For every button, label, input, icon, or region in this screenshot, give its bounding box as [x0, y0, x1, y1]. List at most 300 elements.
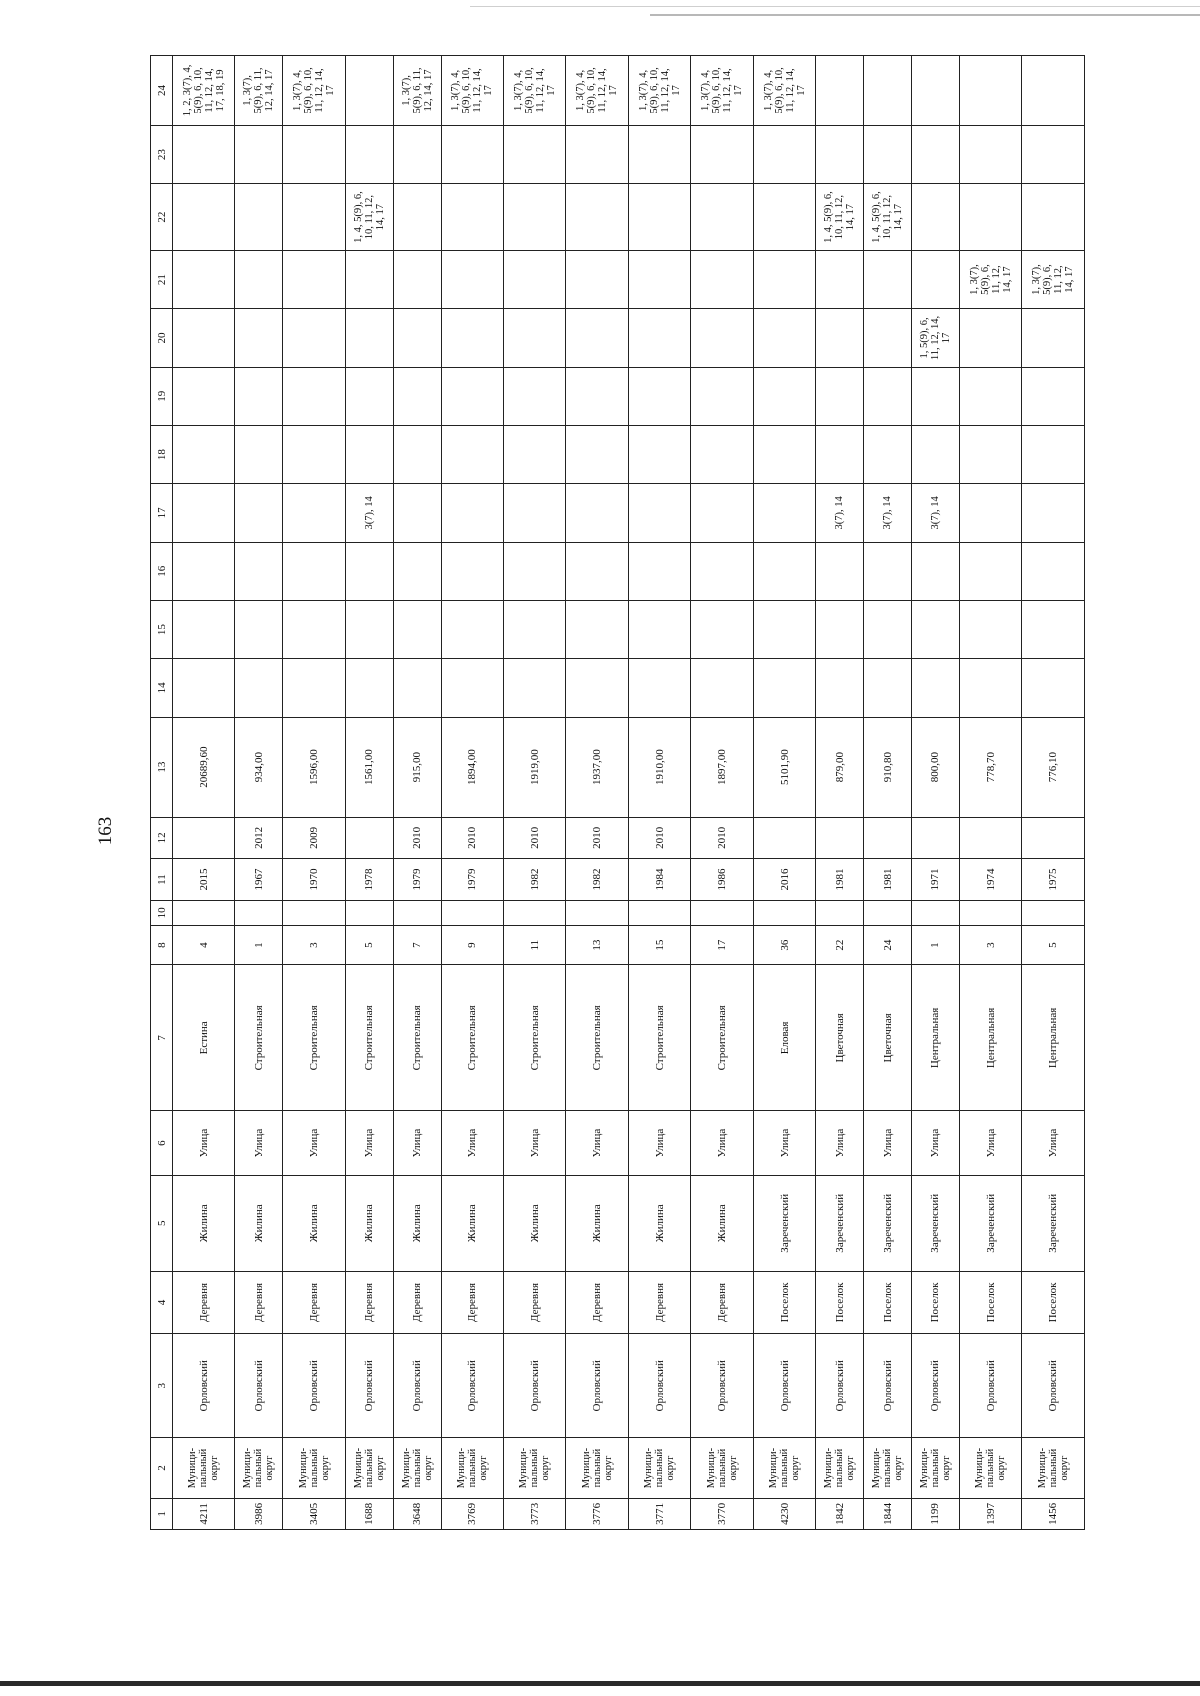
table-cell [503, 900, 565, 925]
table-cell [753, 367, 815, 425]
table-cell [345, 542, 393, 600]
table-cell: Муници- пальный округ [566, 1438, 628, 1498]
table-cell [283, 367, 345, 425]
table-cell [959, 184, 1021, 251]
table-cell: 1974 [959, 859, 1021, 901]
table-cell: Жилина [283, 1175, 345, 1271]
table-cell [1022, 125, 1085, 183]
table-cell: Еловая [753, 965, 815, 1111]
table-cell [959, 542, 1021, 600]
table-cell: Жилина [691, 1175, 753, 1271]
table-cell [816, 542, 864, 600]
table-cell [441, 600, 503, 658]
table-cell [441, 309, 503, 367]
table-cell: 1894,00 [441, 717, 503, 817]
table-row [235, 56, 283, 1530]
table-cell: 4211 [173, 1498, 235, 1529]
table-cell [173, 484, 235, 542]
table-cell [816, 817, 864, 859]
table-cell [1022, 56, 1085, 126]
table-cell [173, 250, 235, 308]
scan-edge-line [0, 1681, 1200, 1686]
table-cell [912, 250, 960, 308]
column-header: 14 [151, 659, 173, 717]
table-cell [753, 184, 815, 251]
table-row [566, 56, 628, 1530]
table-cell [912, 184, 960, 251]
column-header: 12 [151, 817, 173, 859]
table-cell [566, 542, 628, 600]
table-cell: Улица [503, 1111, 565, 1176]
table-cell: 1910,00 [628, 717, 690, 817]
table-cell: 1975 [1022, 859, 1085, 901]
table-cell: 1981 [816, 859, 864, 901]
table-cell [393, 425, 441, 483]
table-cell: Центральная [959, 965, 1021, 1111]
table-cell: 22 [816, 925, 864, 965]
table-cell: Улица [864, 1111, 912, 1176]
table-cell [441, 425, 503, 483]
table-cell [283, 184, 345, 251]
table-cell: Строительная [393, 965, 441, 1111]
column-header: 17 [151, 484, 173, 542]
table-cell: Орловский [816, 1334, 864, 1438]
table-cell: 1397 [959, 1498, 1021, 1529]
table-cell: 1, 4, 5(9), 6, 10, 11, 12, 14, 17 [816, 184, 864, 251]
table-cell [628, 900, 690, 925]
table-cell [345, 817, 393, 859]
table-cell [173, 600, 235, 658]
table-cell: 1984 [628, 859, 690, 901]
table-cell: Поселок [1022, 1271, 1085, 1334]
table-cell: 1 [235, 925, 283, 965]
table-cell: Орловский [345, 1334, 393, 1438]
table-cell: 1, 3(7), 5(9), 6, 11, 12, 14, 17 [1022, 250, 1085, 308]
table-cell [566, 425, 628, 483]
table-cell [912, 542, 960, 600]
table-cell: Муници- пальный округ [628, 1438, 690, 1498]
table-cell: 1982 [503, 859, 565, 901]
header-row [151, 56, 173, 1530]
table-cell [753, 600, 815, 658]
table-cell [1022, 900, 1085, 925]
table-cell: 1, 3(7), 5(9), 6, 11, 12, 14, 17 [959, 250, 1021, 308]
table-row [959, 56, 1021, 1530]
table-cell: Улица [628, 1111, 690, 1176]
table-cell: Улица [235, 1111, 283, 1176]
table-cell [816, 367, 864, 425]
table-cell: Муници- пальный округ [959, 1438, 1021, 1498]
table-cell [173, 817, 235, 859]
table-cell [503, 309, 565, 367]
table-cell [959, 425, 1021, 483]
table-cell: 2010 [628, 817, 690, 859]
table-cell: 800,00 [912, 717, 960, 817]
column-header: 16 [151, 542, 173, 600]
table-cell: 1979 [393, 859, 441, 901]
table-cell: Муници- пальный округ [235, 1438, 283, 1498]
table-cell: Зареченский [864, 1175, 912, 1271]
table-cell [912, 125, 960, 183]
table-cell: 3(7), 14 [864, 484, 912, 542]
table-cell [345, 600, 393, 658]
table-cell [912, 900, 960, 925]
table-cell [503, 425, 565, 483]
table-cell: Улица [1022, 1111, 1085, 1176]
table-cell: 11 [503, 925, 565, 965]
table-cell: Муници- пальный округ [1022, 1438, 1085, 1498]
column-header: 4 [151, 1271, 173, 1334]
table-cell [628, 184, 690, 251]
table-cell: Поселок [816, 1271, 864, 1334]
table-cell: Улица [441, 1111, 503, 1176]
table-cell: 5 [1022, 925, 1085, 965]
table-cell [816, 250, 864, 308]
column-header: 21 [151, 250, 173, 308]
table-cell [441, 484, 503, 542]
table-cell [235, 309, 283, 367]
table-cell: Орловский [235, 1334, 283, 1438]
column-header: 20 [151, 309, 173, 367]
table-cell: 2010 [393, 817, 441, 859]
table-cell: 1844 [864, 1498, 912, 1529]
table-cell: 1919,00 [503, 717, 565, 817]
table-cell: 2010 [566, 817, 628, 859]
table-cell: Строительная [691, 965, 753, 1111]
table-cell: 3(7), 14 [345, 484, 393, 542]
housing-register-table [150, 55, 1085, 1530]
table-cell [345, 900, 393, 925]
table-cell: Жилина [628, 1175, 690, 1271]
table-cell [753, 900, 815, 925]
table-cell [566, 484, 628, 542]
table-cell [503, 184, 565, 251]
table-cell [912, 659, 960, 717]
table-cell [503, 659, 565, 717]
table-cell: Деревня [566, 1271, 628, 1334]
table-cell [959, 659, 1021, 717]
table-cell [566, 659, 628, 717]
table-cell [864, 817, 912, 859]
table-cell [235, 250, 283, 308]
table-cell: 2010 [441, 817, 503, 859]
table-cell [864, 56, 912, 126]
table-cell: Улица [753, 1111, 815, 1176]
table-row [441, 56, 503, 1530]
table-cell [691, 484, 753, 542]
table-cell: 3(7), 14 [816, 484, 864, 542]
table-cell [816, 659, 864, 717]
table-cell [628, 125, 690, 183]
table-cell [959, 484, 1021, 542]
table-cell [235, 484, 283, 542]
table-cell: Улица [345, 1111, 393, 1176]
table-cell [441, 900, 503, 925]
table-cell [173, 367, 235, 425]
table-cell [691, 367, 753, 425]
table-cell: 1, 5(9), 6, 11, 12, 14, 17 [912, 309, 960, 367]
table-cell [691, 542, 753, 600]
table-cell: 3986 [235, 1498, 283, 1529]
page-number: 163 [95, 816, 116, 846]
table-cell: Цветочная [864, 965, 912, 1111]
table-cell: 1, 4, 5(9), 6, 10, 11, 12, 14, 17 [864, 184, 912, 251]
table-cell [503, 250, 565, 308]
table-cell: Деревня [345, 1271, 393, 1334]
table-cell [628, 659, 690, 717]
table-cell: 1897,00 [691, 717, 753, 817]
table-cell [912, 56, 960, 126]
table-cell: Муници- пальный округ [691, 1438, 753, 1498]
table-cell [173, 542, 235, 600]
table-cell: 915,00 [393, 717, 441, 817]
table-cell: Муници- пальный округ [503, 1438, 565, 1498]
table-cell [912, 425, 960, 483]
column-header: 5 [151, 1175, 173, 1271]
table-cell: Поселок [959, 1271, 1021, 1334]
table-cell [235, 542, 283, 600]
table-cell: Зареченский [816, 1175, 864, 1271]
table-row [753, 56, 815, 1530]
table-cell [393, 659, 441, 717]
table-cell [1022, 542, 1085, 600]
table-cell: Строительная [235, 965, 283, 1111]
table-cell: 2016 [753, 859, 815, 901]
table-cell: 2012 [235, 817, 283, 859]
column-header: 19 [151, 367, 173, 425]
table-cell: Строительная [503, 965, 565, 1111]
table-cell: 20689,60 [173, 717, 235, 817]
table-cell [283, 542, 345, 600]
table-cell: 13 [566, 925, 628, 965]
table-cell: Улица [912, 1111, 960, 1176]
table-cell: Центральная [1022, 965, 1085, 1111]
table-cell: Муници- пальный округ [816, 1438, 864, 1498]
table-cell: Жилина [235, 1175, 283, 1271]
table-cell: Орловский [628, 1334, 690, 1438]
table-cell: 1986 [691, 859, 753, 901]
table-cell: Зареченский [959, 1175, 1021, 1271]
table-cell: 5101,90 [753, 717, 815, 817]
table-cell [959, 56, 1021, 126]
table-cell: 2015 [173, 859, 235, 901]
table-cell: Жилина [173, 1175, 235, 1271]
table-cell: Строительная [441, 965, 503, 1111]
table-cell [959, 900, 1021, 925]
table-cell [864, 600, 912, 658]
table-cell [959, 817, 1021, 859]
table-cell: 1967 [235, 859, 283, 901]
table-cell [816, 600, 864, 658]
table-cell: 3773 [503, 1498, 565, 1529]
table-cell [628, 425, 690, 483]
table-cell: 36 [753, 925, 815, 965]
table-cell [283, 484, 345, 542]
table-cell: 3 [959, 925, 1021, 965]
table-cell [283, 659, 345, 717]
column-header: 1 [151, 1498, 173, 1529]
table-cell: Поселок [753, 1271, 815, 1334]
table-cell: Поселок [912, 1271, 960, 1334]
table-cell [912, 367, 960, 425]
table-cell [1022, 484, 1085, 542]
table-cell [345, 367, 393, 425]
table-cell: Деревня [173, 1271, 235, 1334]
table-cell [393, 900, 441, 925]
table-cell [283, 600, 345, 658]
table-cell: Естина [173, 965, 235, 1111]
table-cell: Орловский [441, 1334, 503, 1438]
table-cell: 1456 [1022, 1498, 1085, 1529]
table-cell [864, 250, 912, 308]
column-header: 24 [151, 56, 173, 126]
table-cell: 776,10 [1022, 717, 1085, 817]
table-cell [235, 600, 283, 658]
table-cell [345, 250, 393, 308]
column-header: 18 [151, 425, 173, 483]
scan-edge-line [650, 14, 1200, 16]
table-cell [753, 250, 815, 308]
table-cell: Орловский [393, 1334, 441, 1438]
table-cell [393, 600, 441, 658]
table-cell: Муници- пальный округ [173, 1438, 235, 1498]
table-cell: 2010 [503, 817, 565, 859]
column-header: 7 [151, 965, 173, 1111]
table-cell: Орловский [283, 1334, 345, 1438]
table-cell [173, 900, 235, 925]
table-cell [628, 367, 690, 425]
table-cell: Деревня [503, 1271, 565, 1334]
table-cell [283, 900, 345, 925]
table-cell: 934,00 [235, 717, 283, 817]
table-cell: 7 [393, 925, 441, 965]
table-cell [345, 659, 393, 717]
table-cell: Муници- пальный округ [753, 1438, 815, 1498]
table-cell [959, 367, 1021, 425]
table-cell [753, 659, 815, 717]
table-cell [235, 900, 283, 925]
table-cell: 15 [628, 925, 690, 965]
table-cell [753, 125, 815, 183]
table-cell [864, 900, 912, 925]
table-cell [441, 250, 503, 308]
table-cell [864, 125, 912, 183]
table-cell: 4230 [753, 1498, 815, 1529]
table-cell: 1, 3(7), 5(9), 6, 11, 12, 14, 17 [235, 56, 283, 126]
table-cell [816, 309, 864, 367]
table-cell: 910,80 [864, 717, 912, 817]
table-cell: 1 [912, 925, 960, 965]
table-cell [393, 367, 441, 425]
table-cell: 2010 [691, 817, 753, 859]
table-cell: Орловский [864, 1334, 912, 1438]
table-cell [345, 125, 393, 183]
table-cell: 3648 [393, 1498, 441, 1529]
table-cell [959, 309, 1021, 367]
table-cell [628, 250, 690, 308]
table-cell [345, 56, 393, 126]
table-cell [393, 125, 441, 183]
table-cell: 17 [691, 925, 753, 965]
table-cell: 5 [345, 925, 393, 965]
table-cell: Улица [283, 1111, 345, 1176]
table-cell [235, 659, 283, 717]
table-row [912, 56, 960, 1530]
table-cell: Улица [566, 1111, 628, 1176]
table-cell: Улица [816, 1111, 864, 1176]
table-cell: 24 [864, 925, 912, 965]
table-cell [235, 425, 283, 483]
table-cell [283, 425, 345, 483]
table-cell [864, 659, 912, 717]
table-cell: Зареченский [1022, 1175, 1085, 1271]
table-cell [628, 484, 690, 542]
table-cell: Муници- пальный округ [345, 1438, 393, 1498]
table-row [283, 56, 345, 1530]
table-cell [753, 425, 815, 483]
table-cell: 1688 [345, 1498, 393, 1529]
table-cell [691, 184, 753, 251]
table-cell: Муници- пальный округ [283, 1438, 345, 1498]
table-cell: 1, 3(7), 5(9), 6, 11, 12, 14, 17 [393, 56, 441, 126]
column-header: 13 [151, 717, 173, 817]
table-cell: Орловский [1022, 1334, 1085, 1438]
table-cell [816, 900, 864, 925]
table-cell [566, 367, 628, 425]
table-cell [173, 425, 235, 483]
table-cell [1022, 600, 1085, 658]
table-cell [503, 484, 565, 542]
table-cell [566, 125, 628, 183]
table-cell: Зареченский [912, 1175, 960, 1271]
table-cell [441, 184, 503, 251]
table-cell [691, 309, 753, 367]
table-cell: 4 [173, 925, 235, 965]
table-cell: 1971 [912, 859, 960, 901]
table-cell: 1979 [441, 859, 503, 901]
table-cell: Орловский [912, 1334, 960, 1438]
table-row [393, 56, 441, 1530]
table-cell: 2009 [283, 817, 345, 859]
table-cell: 1, 3(7), 4, 5(9), 6, 10, 11, 12, 14, 17 [283, 56, 345, 126]
table-cell [503, 367, 565, 425]
table-cell: 1978 [345, 859, 393, 901]
table-cell: 1, 3(7), 4, 5(9), 6, 10, 11, 12, 14, 17 [628, 56, 690, 126]
table-row [628, 56, 690, 1530]
table-cell: Жилина [441, 1175, 503, 1271]
table-cell [393, 309, 441, 367]
table-cell: 3769 [441, 1498, 503, 1529]
table-cell: 1199 [912, 1498, 960, 1529]
table-cell: Центральная [912, 965, 960, 1111]
table-cell [566, 900, 628, 925]
table-cell [1022, 309, 1085, 367]
table-cell [753, 309, 815, 367]
table-cell [864, 367, 912, 425]
table-row [691, 56, 753, 1530]
table-row [345, 56, 393, 1530]
table-cell [235, 125, 283, 183]
table-row [816, 56, 864, 1530]
table-cell [503, 125, 565, 183]
table-cell: 3771 [628, 1498, 690, 1529]
table-cell: 1937,00 [566, 717, 628, 817]
table-cell: Муници- пальный округ [912, 1438, 960, 1498]
table-cell: Улица [393, 1111, 441, 1176]
table-cell [816, 125, 864, 183]
table-cell: Строительная [566, 965, 628, 1111]
table-cell [691, 125, 753, 183]
